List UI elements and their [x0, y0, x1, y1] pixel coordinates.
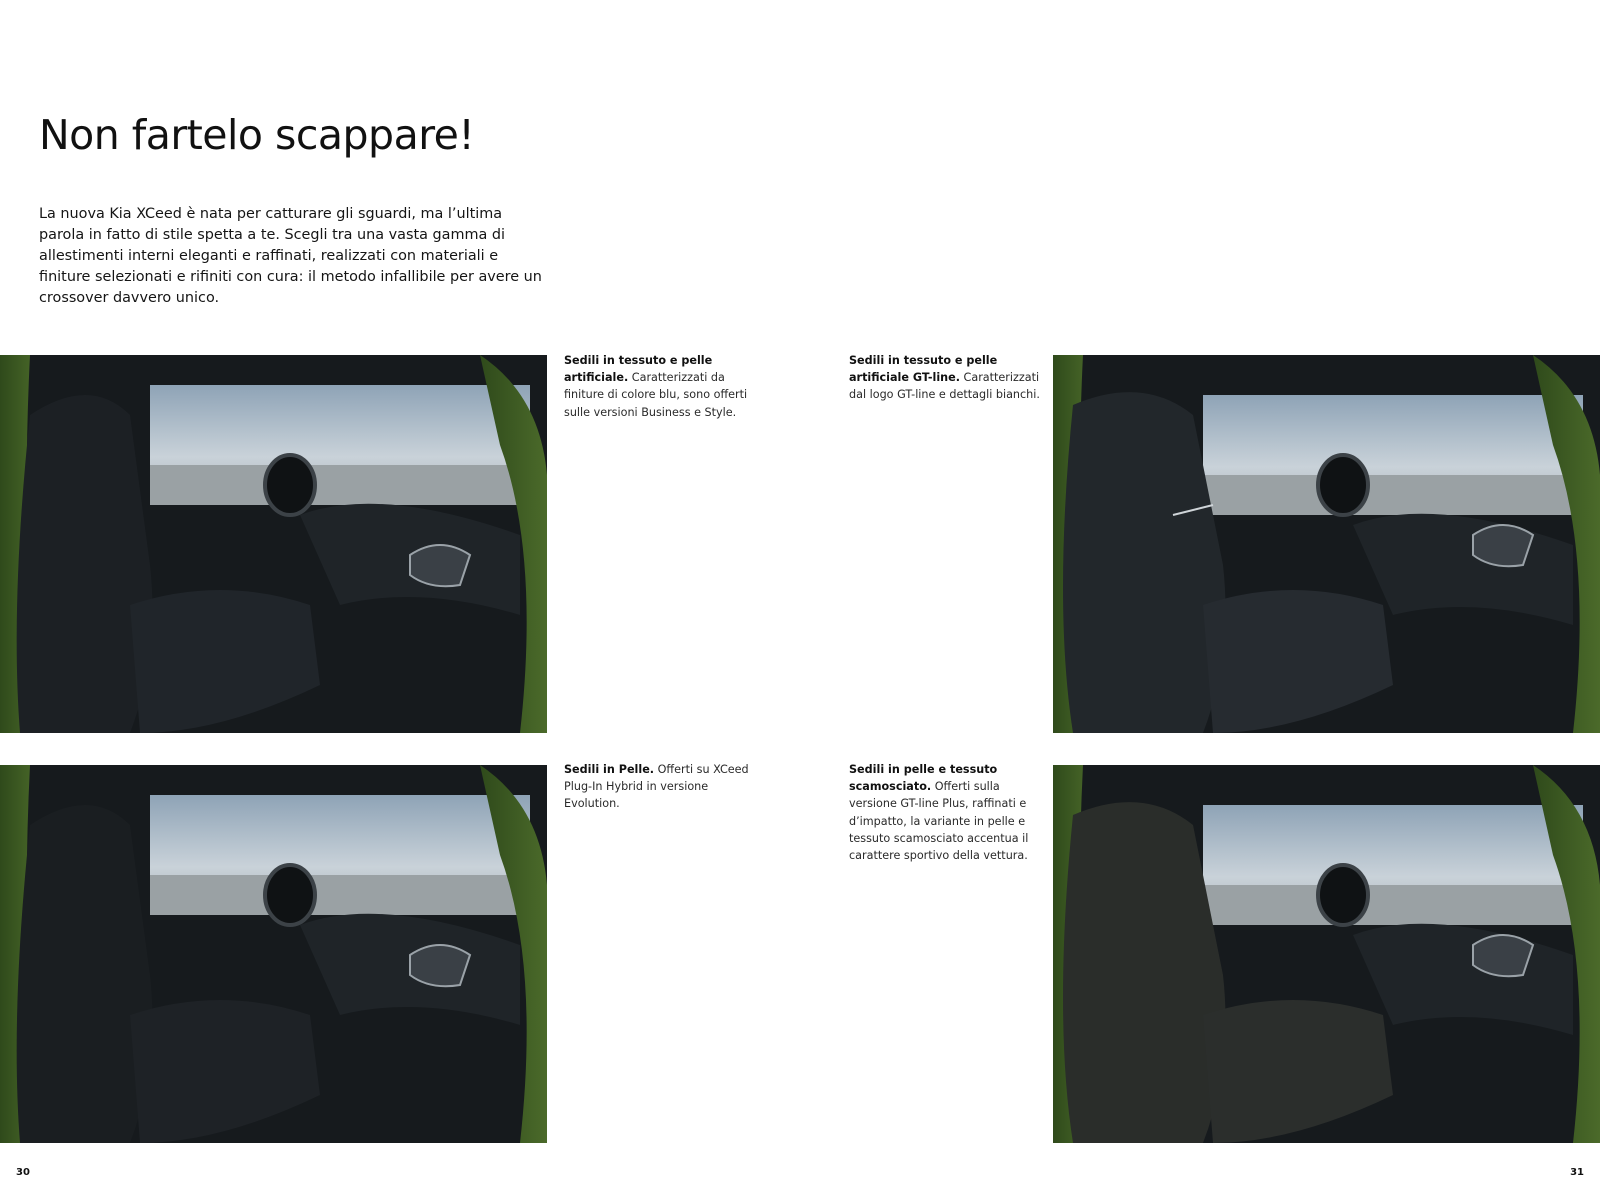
caption-fabric-artificial-leather	[564, 352, 764, 421]
caption-text: Caratterizzati da finiture di colore blu, sono offerti sulle versioni Business e Style.	[564, 371, 748, 419]
caption-text: Offerti su XCeed Plug-In Hybrid in versione Evolution.	[564, 763, 749, 811]
caption-title: Sedili in pelle e tessuto scamosciato.	[849, 763, 998, 794]
page-title: Non fartelo scappare!	[39, 111, 475, 159]
caption-leather-suede	[849, 761, 1049, 864]
caption-text: Caratterizzati dal logo GT-line e dettagli bianchi.	[849, 371, 1040, 402]
caption-title: Sedili in Pelle.	[564, 763, 655, 776]
interior-photo-leather	[0, 765, 547, 1143]
caption-title: Sedili in tessuto e pelle artificiale GT-line.	[849, 354, 998, 385]
intro-paragraph: La nuova Kia XCeed è nata per catturare gli sguardi, ma l’ultima parola in fatto di stile spetta a te. Scegli tra una vasta gamma di allestimenti interni eleganti e raffinati, realizzati con materiali e finiture selezionati e rifiniti con cura: il metodo infallibile per avere un crossover davvero unico.	[39, 206, 542, 306]
caption-leather	[564, 761, 764, 813]
caption-text: Offerti sulla versione GT-line Plus, raffinati e d’impatto, la variante in pelle e tessuto scamosciato accentua il carattere sportivo della vettura.	[849, 780, 1029, 863]
caption-gt-line	[849, 352, 1049, 404]
page-number-left: 30	[16, 1167, 30, 1178]
caption-title: Sedili in tessuto e pelle artificiale.	[564, 354, 713, 385]
interior-photo-fabric-artificial-leather	[0, 355, 547, 733]
interior-photo-leather-suede	[1053, 765, 1600, 1143]
page-number-right: 31	[1570, 1167, 1584, 1178]
interior-photo-gt-line	[1053, 355, 1600, 733]
